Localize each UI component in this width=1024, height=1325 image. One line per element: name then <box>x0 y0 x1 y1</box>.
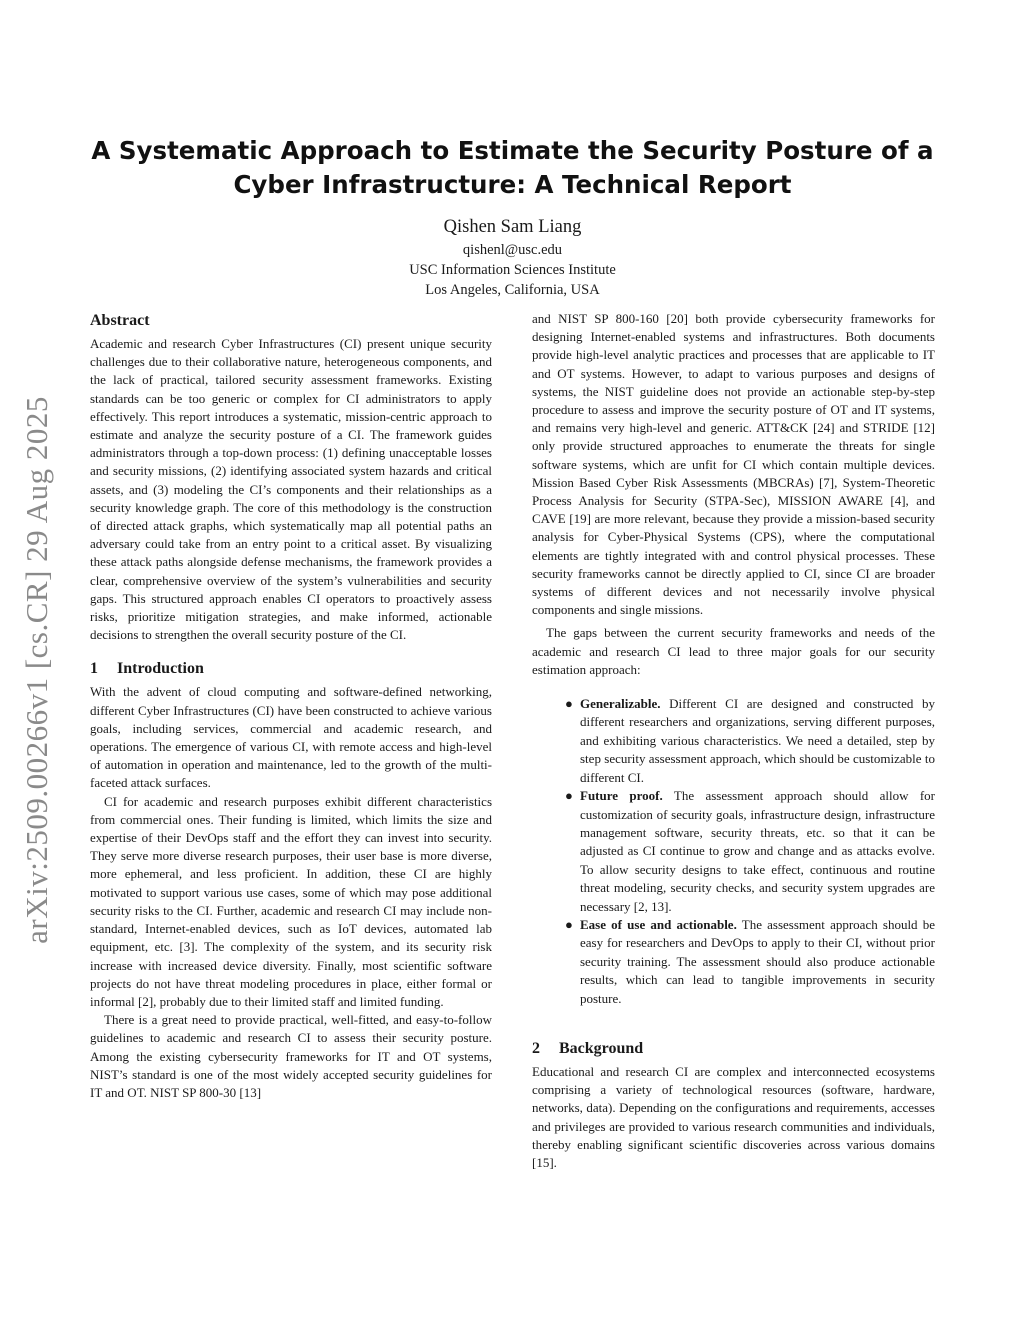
section-title: Introduction <box>117 660 204 678</box>
bullet-icon: ● <box>565 696 573 712</box>
abstract-heading: Abstract <box>90 312 150 329</box>
intro-paragraph-3: There is a great need to provide practical, well-fitted, and easy-to-follow guidelines to academic and research CI to assess their security posture. Among the existing cybersecurity frameworks for IT and OT systems, NIST’s standard is one of the most widely accepted security guidelines for IT and OT. NIST SP 800-30 [13] <box>90 1012 492 1100</box>
background-paragraph: Educational and research CI are complex and interconnected ecosystems comprising a variety of technological resources (software, hardware, networks, data). Depending on the configurations and requirements, accesses and privileges are provided to various research communities and individuals, thereby enabling significant scientific discoveries across various domains [15]. <box>532 1063 935 1170</box>
author-email: qishenl@usc.edu <box>462 242 563 258</box>
section-number: 1 <box>90 660 98 678</box>
right-column <box>532 310 935 1172</box>
section-heading-background <box>532 1038 935 1060</box>
bullet-icon: ● <box>565 916 573 932</box>
intro-paragraph-1: With the advent of cloud computing and software-defined networking, different Cyber Infrastructures (CI) have been constructed to achieve various goals, including services, commercial and academic research, and operations. The emergence of various CI, with remote access and high-level of automation in operation and maintenance, led to the growth of the multi-faceted attack surfaces. <box>90 684 492 791</box>
title-line-2: Cyber Infrastructure: A Technical Report <box>233 170 792 199</box>
intro-paragraph-5: The gaps between the current security frameworks and needs of the academic and research CI lead to three major goals for our security estimation approach: <box>532 625 935 677</box>
author-institution: USC Information Sciences Institute <box>409 262 616 278</box>
bullet-icon: ● <box>565 788 573 804</box>
section-number: 2 <box>532 1039 540 1057</box>
arxiv-stamp-text: arXiv:2509.00266v1 [cs.CR] 29 Aug 2025 <box>19 396 55 944</box>
section-heading-introduction <box>90 658 492 680</box>
goal-text: The assessment approach should be easy for researchers and DevOps to apply to their CI, without prior security training. The assessment should also produce actionable results, which can lead to tangible improvements in security posture. <box>580 916 936 1006</box>
author-location: Los Angeles, California, USA <box>425 282 600 298</box>
paper-title <box>90 134 935 202</box>
abstract-text: Academic and research Cyber Infrastructures (CI) present unique security challenges due to their collaborative nature, heterogeneous components, and the lack of practical, tailored security assessment frameworks. Existing standards can be too generic or complex for CI administrators to apply effectively. This report introduces a systematic, mission-centric approach to estimate and analyze the security posture of a CI. The framework guides administrators through a top-down process: (1) defining unacceptable losses and security missions, (2) identifying associated system hazards and critical assets, and (3) modeling the CI’s components and their relationships as a security knowledge graph. The core of this methodology is the construction of directed attack graphs, which systematically map all potential paths an adversary could take from an entry point to a critical asset. By visualizing these attack paths alongside defense mechanisms, the framework provides a clear, comprehensive overview of the system’s vulnerabilities and security gaps. This structured approach enables CI operators to proactively assess risks, prioritize mitigation strategies, and make informed, actionable decisions to strengthen the overall security posture of the CI. <box>90 336 492 643</box>
author-block <box>90 214 935 300</box>
section-title: Background <box>559 1039 644 1057</box>
arxiv-stamp <box>14 370 60 970</box>
goal-label: Ease of use and actionable. <box>580 916 737 932</box>
goal-label: Generalizable. <box>580 696 661 712</box>
left-column <box>90 310 492 1102</box>
goal-text: Different CI are designed and constructed by different researchers and organizations, serving different purposes, and exhibiting various characteristics. We need a detailed, step by step security assessment approach, which should be customizable to different CI. <box>580 696 935 785</box>
goal-label: Future proof. <box>580 788 663 804</box>
list-item <box>565 787 935 916</box>
author-name: Qishen Sam Liang <box>443 217 582 237</box>
list-item <box>565 916 936 1008</box>
list-item <box>565 695 935 787</box>
goal-text: The assessment approach should allow for customization of security goals, infrastructure design, infrastructure management software, security threats, etc. so that it can be adjusted as CI continue to grow and change and as attacks evolve. To allow security designs to take effect, continuous and routine threat modeling, security checks, and security system upgrades are necessary [2, 13]. <box>580 788 935 914</box>
intro-paragraph-4: and NIST SP 800-160 [20] both provide cybersecurity frameworks for designing Internet-enabled systems and infrastructures. Both documents provide high-level analytic practices and processes that are applicable to IT and OT systems. However, to adapt to various purposes and designs of systems, the NIST guideline does not provide an actionable step-by-step procedure to assess and improve the security posture of OT and IT systems, and remains very high-level and generic. ATT&CK [24] and STRIDE [12] only provide structured approaches to enumerate the threats for single software systems, which are unfit for CI which contain multiple devices. Mission Based Cyber Risk Assessments (MBCRAs) [7], System-Theoretic Process Analysis for Security (STPA-Sec), MISSION AWARE [4], and CAVE [19] are more relevant, because they provide a mission-based security analysis for Cyber-Physical Systems (CPS), where the computational elements are tightly integrated with and control physical processes. These security frameworks cannot be directly applied to CI, since CI are broader systems of different devices and not necessarily involve physical components and single missions. <box>532 311 935 618</box>
title-line-1: A Systematic Approach to Estimate the Security Posture of a <box>91 136 934 165</box>
goals-list <box>532 695 935 1008</box>
intro-paragraph-2: CI for academic and research purposes exhibit different characteristics from commercial ones. Their funding is limited, which limits the size and expertise of their DevOps staff and the effort they can invest into security. They serve more diverse research purposes, their user base is more diverse, more ephemeral, and less proficient. In addition, these CI are highly motivated to support various use cases, some of which may pose additional security risks to the CI. Further, academic and research CI may include non-standard, Internet-enabled devices, such as IoT devices, automated lab equipment, etc. [3]. The complexity of the system, and its security risk increase with increased device diversity. Finally, most scientific software projects do not have threat modeling procedures in place, either formal or informal [2], probably due to their limited staff and limited funding. <box>90 793 492 1009</box>
